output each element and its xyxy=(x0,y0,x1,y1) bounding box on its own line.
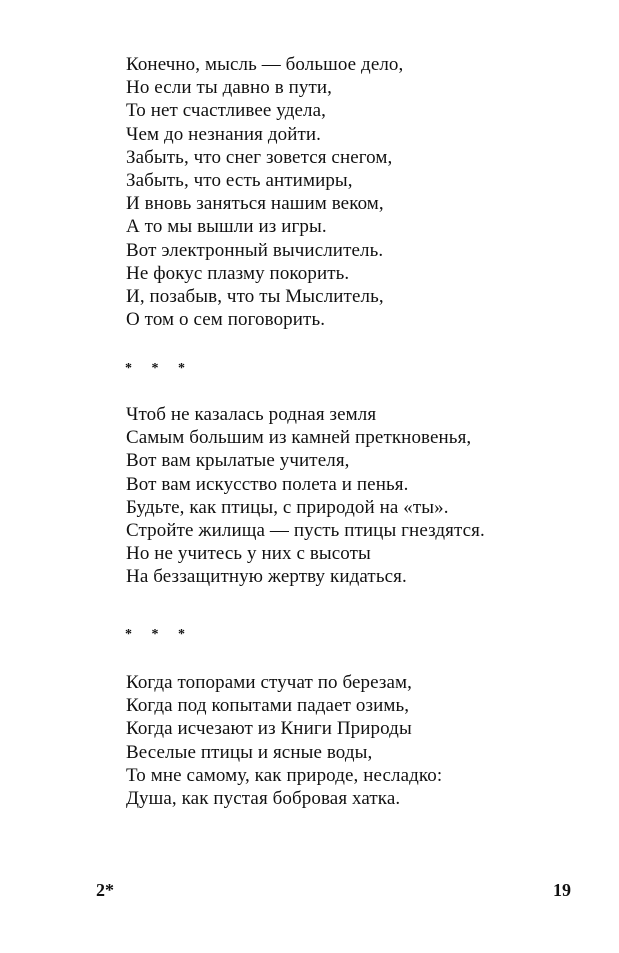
poem-line: Когда под копытами падает озимь, xyxy=(126,695,410,717)
stanza-separator: * * * xyxy=(125,361,193,376)
poem-line: Забыть, что снег зовется снегом, xyxy=(126,146,393,168)
poem-line: А то мы вышли из игры. xyxy=(126,216,327,238)
signature-mark: 2* xyxy=(96,880,114,900)
poem-line: Будьте, как птицы, с природой на «ты». xyxy=(126,496,449,518)
poem-line: Когда исчезают из Книги Природы xyxy=(126,718,412,740)
poem-line: На беззащитную жертву кидаться. xyxy=(126,566,407,588)
poem-line: Конечно, мысль — большое дело, xyxy=(126,54,404,75)
poem-line: То мне самому, как природе, несладко: xyxy=(126,764,443,786)
poem-line: Забыть, что есть антимиры, xyxy=(126,170,353,192)
poem-line: Когда топорами стучат по березам, xyxy=(126,672,412,693)
poem-line: Душа, как пустая бобровая хатка. xyxy=(126,788,401,810)
poem-line: Чем до незнания дойти. xyxy=(126,123,321,145)
poem-line: Стройте жилища — пусть птицы гнездятся. xyxy=(126,520,485,542)
poem-line: Вот вам крылатые учителя, xyxy=(126,450,350,472)
page-number: 19 xyxy=(553,880,571,900)
poem-line: Но если ты давно в пути, xyxy=(126,77,333,99)
poem-line: О том о сем поговорить. xyxy=(126,309,326,331)
poem-line: Но не учитесь у них с высоты xyxy=(126,543,371,565)
stanza-3 xyxy=(126,671,442,810)
poem-line: Веселые птицы и ясные воды, xyxy=(126,741,373,763)
poem-line: Чтоб не казалась родная земля xyxy=(126,404,377,425)
stanza-1 xyxy=(126,53,403,331)
poem-line: Не фокус плазму покорить. xyxy=(126,262,350,284)
poem-line: Самым большим из камней преткновенья, xyxy=(126,427,472,449)
poem-line: И, позабыв, что ты Мыслитель, xyxy=(126,286,384,308)
stanza-separator: * * * xyxy=(125,627,193,642)
poem-line: То нет счастливее удела, xyxy=(126,100,326,122)
stanza-2 xyxy=(126,403,485,589)
poem-line: И вновь заняться нашим веком, xyxy=(126,193,384,215)
poem-line: Вот электронный вычислитель. xyxy=(126,239,384,261)
poem-line: Вот вам искусство полета и пенья. xyxy=(126,473,409,495)
